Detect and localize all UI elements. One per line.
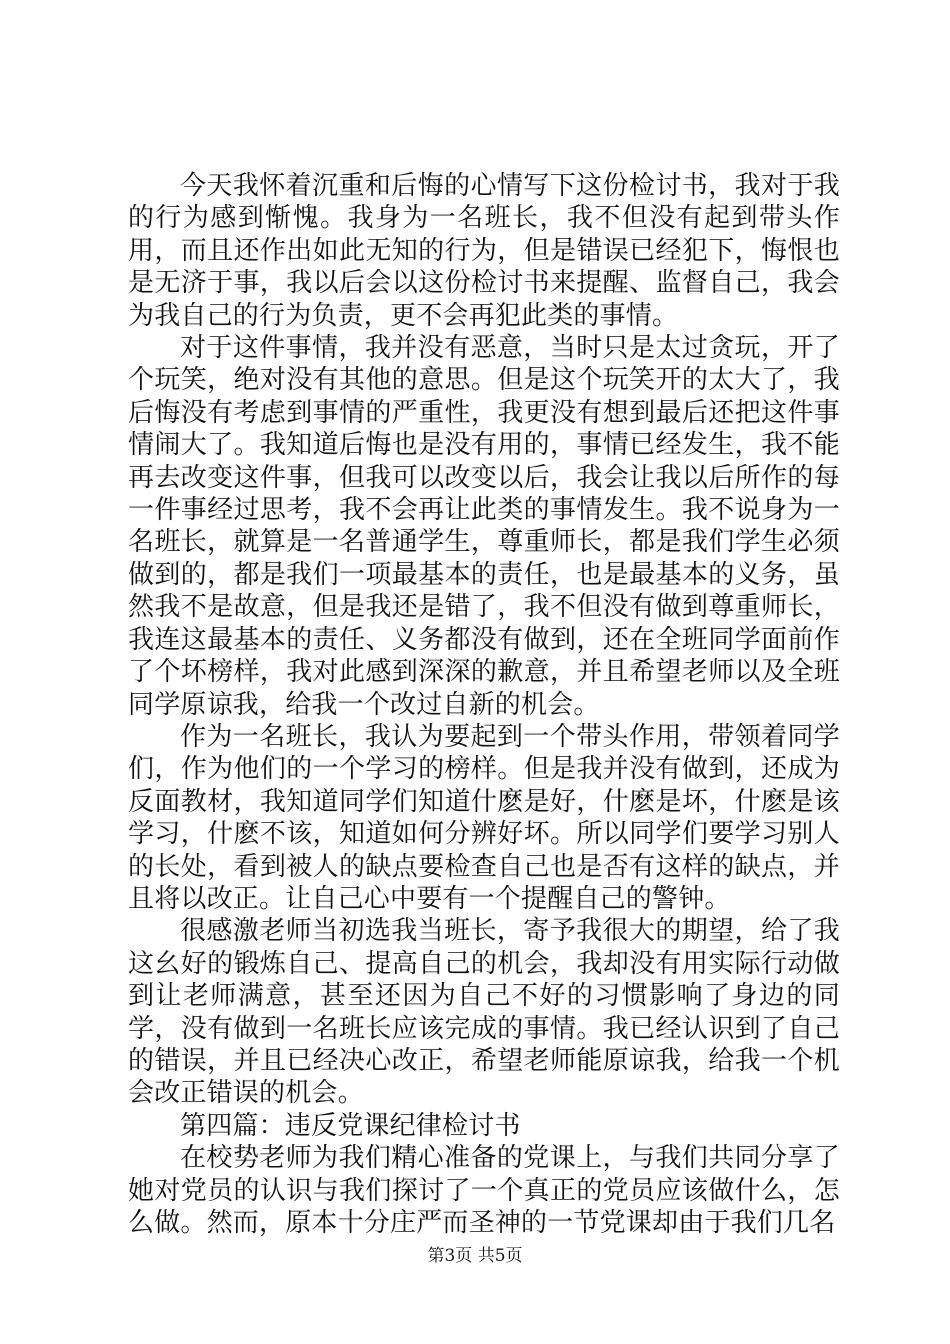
document-body: [128, 170, 840, 1239]
paragraph-3: 作为一名班长，我认为要起到一个带头作用，带领着同学们，作为他们的一个学习的榜样。但是我并没有做到，还成为反面教材，我知道同学们知道什麽是好，什麽是坏，什麽是该学习，什麽不该，知道如何分辨好坏。所以同学们要学习别人的长处，看到被人的缺点要检查自己也是否有这样的缺点，并且将以改正。让自己心中要有一个提醒自己的警钟。: [128, 721, 840, 914]
paragraph-4: 很感激老师当初选我当班长，寄予我很大的期望，给了我这幺好的锻炼自己、提高自己的机会，我却没有用实际行动做到让老师满意，甚至还因为自己不好的习惯影响了身边的同学，没有做到一名班长应该完成的事情。我已经认识到了自己的错误，并且已经决心改正，希望老师能原谅我，给我一个机会改正错误的机会。: [128, 916, 840, 1109]
page-number-footer: 第3页 共5页: [427, 1246, 523, 1266]
section-heading: 第四篇：违反党课纪律检讨书: [180, 1110, 521, 1141]
paragraph-5: 在校势老师为我们精心准备的党课上，与我们共同分享了她对党员的认识与我们探讨了一个真正的党员应该做什么，怎么做。然而，原本十分庄严而圣神的一节党课却由于我们几名: [128, 1143, 840, 1238]
paragraph-1: 今天我怀着沉重和后悔的心情写下这份检讨书，我对于我的行为感到惭愧。我身为一名班长，我不但没有起到带头作用，而且还作出如此无知的行为，但是错误已经犯下，悔恨也是无济于事，我以后会以这份检讨书来提醒、监督自己，我会为我自己的行为负责，更不会再犯此类的事情。: [128, 171, 840, 331]
paragraph-2: 对于这件事情，我并没有恶意，当时只是太过贪玩，开了个玩笑，绝对没有其他的意思。但是这个玩笑开的太大了，我后悔没有考虑到事情的严重性，我更没有想到最后还把这件事情闹大了。我知道后悔也是没有用的，事情已经发生，我不能再去改变这件事，但我可以改变以后，我会让我以后所作的每一件事经过思考，我不会再让此类的事情发生。我不说身为一名班长，就算是一名普通学生，尊重师长，都是我们学生必须做到的，都是我们一项最基本的责任，也是最基本的义务，虽然我不是故意，但是我还是错了，我不但没有做到尊重师长，我连这最基本的责任、义务都没有做到，还在全班同学面前作了个坏榜样，我对此感到深深的歉意，并且希望老师以及全班同学原谅我，给我一个改过自新的机会。: [128, 333, 840, 720]
